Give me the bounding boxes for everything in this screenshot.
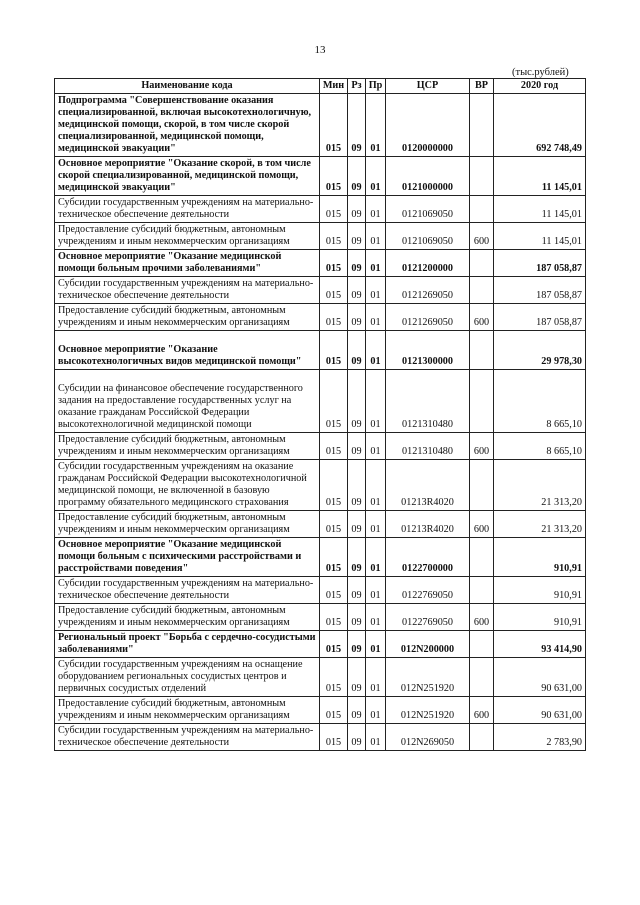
table-row: [55, 577, 586, 604]
row-csr: 012N269050: [386, 724, 470, 751]
row-min: 015: [320, 577, 348, 604]
row-vr: [470, 577, 494, 604]
row-min: 015: [320, 370, 348, 433]
row-name: Основное мероприятие "Оказание медицинской помощи больным прочими заболеваниями": [55, 250, 320, 277]
row-rz: 09: [348, 577, 366, 604]
row-csr: 012N200000: [386, 631, 470, 658]
row-min: 015: [320, 223, 348, 250]
row-vr: [470, 631, 494, 658]
row-csr: 01213R4020: [386, 511, 470, 538]
row-rz: 09: [348, 304, 366, 331]
row-vr: [470, 250, 494, 277]
row-min: 015: [320, 433, 348, 460]
row-min: 015: [320, 157, 348, 196]
table-row: [55, 538, 586, 577]
row-sum: 11 145,01: [494, 196, 586, 223]
row-sum: 21 313,20: [494, 511, 586, 538]
header-name: Наименование кода: [55, 79, 320, 94]
row-pr: 01: [366, 577, 386, 604]
row-min: 015: [320, 511, 348, 538]
row-sum: 187 058,87: [494, 250, 586, 277]
row-name: Предоставление субсидий бюджетным, автономным учреждениям и иным некоммерческим организациям: [55, 433, 320, 460]
row-name: Основное мероприятие "Оказание высокотехнологичных видов медицинской помощи": [55, 331, 320, 370]
row-sum: 910,91: [494, 538, 586, 577]
row-rz: 09: [348, 277, 366, 304]
row-csr: 01213R4020: [386, 460, 470, 511]
row-rz: 09: [348, 433, 366, 460]
row-pr: 01: [366, 604, 386, 631]
row-csr: 0122769050: [386, 604, 470, 631]
row-pr: 01: [366, 94, 386, 157]
row-rz: 09: [348, 94, 366, 157]
table-row: [55, 223, 586, 250]
row-name: Субсидии государственным учреждениям на оказание гражданам Российской Федерации высокотехнологичной медицинской помощи, не включенной в базовую программу обязательного медицинского страхования: [55, 460, 320, 511]
row-sum: 910,91: [494, 604, 586, 631]
row-pr: 01: [366, 724, 386, 751]
row-sum: 8 665,10: [494, 370, 586, 433]
row-sum: 11 145,01: [494, 223, 586, 250]
row-name: Подпрограмма "Совершенствование оказания специализированной, включая высокотехнологичную, медицинской помощи, скорой, в том числе скорой специализированной, медицинской помощи, медицинской эвакуации": [55, 94, 320, 157]
table-body: [55, 94, 586, 751]
table-header: [55, 79, 586, 94]
table-row: [55, 697, 586, 724]
row-min: 015: [320, 196, 348, 223]
row-rz: 09: [348, 331, 366, 370]
row-pr: 01: [366, 433, 386, 460]
table-row: [55, 433, 586, 460]
row-vr: 600: [470, 304, 494, 331]
table-row: [55, 277, 586, 304]
row-rz: 09: [348, 250, 366, 277]
table-row: [55, 94, 586, 157]
row-vr: 600: [470, 223, 494, 250]
row-sum: 8 665,10: [494, 433, 586, 460]
row-name: Субсидии государственным учреждениям на оснащение оборудованием региональных сосудистых центров и первичных сосудистых отделений: [55, 658, 320, 697]
row-rz: 09: [348, 658, 366, 697]
row-csr: 0122769050: [386, 577, 470, 604]
row-pr: 01: [366, 304, 386, 331]
row-sum: 910,91: [494, 577, 586, 604]
row-rz: 09: [348, 196, 366, 223]
row-name: Субсидии государственным учреждениям на материально-техническое обеспечение деятельности: [55, 724, 320, 751]
table-row: [55, 304, 586, 331]
row-name: Субсидии на финансовое обеспечение государственного задания на предоставление государственных услуг на оказание гражданам Российской Федерации высокотехнологичной медицинской помощи: [55, 370, 320, 433]
row-pr: 01: [366, 460, 386, 511]
row-min: 015: [320, 94, 348, 157]
row-vr: 600: [470, 697, 494, 724]
row-rz: 09: [348, 631, 366, 658]
row-csr: 012N251920: [386, 697, 470, 724]
row-name: Предоставление субсидий бюджетным, автономным учреждениям и иным некоммерческим организациям: [55, 304, 320, 331]
row-sum: 2 783,90: [494, 724, 586, 751]
row-vr: [470, 196, 494, 223]
row-sum: 93 414,90: [494, 631, 586, 658]
row-pr: 01: [366, 223, 386, 250]
row-pr: 01: [366, 250, 386, 277]
row-vr: [470, 724, 494, 751]
row-csr: 0121200000: [386, 250, 470, 277]
row-vr: [470, 331, 494, 370]
row-csr: 0121269050: [386, 277, 470, 304]
row-pr: 01: [366, 538, 386, 577]
row-min: 015: [320, 724, 348, 751]
table-row: [55, 331, 586, 370]
row-vr: [470, 94, 494, 157]
row-sum: 21 313,20: [494, 460, 586, 511]
row-min: 015: [320, 538, 348, 577]
row-name: Субсидии государственным учреждениям на материально-техническое обеспечение деятельности: [55, 577, 320, 604]
row-name: Предоставление субсидий бюджетным, автономным учреждениям и иным некоммерческим организациям: [55, 223, 320, 250]
row-csr: 0120000000: [386, 94, 470, 157]
row-pr: 01: [366, 370, 386, 433]
header-pr: Пр: [366, 79, 386, 94]
row-csr: 0121269050: [386, 304, 470, 331]
row-min: 015: [320, 460, 348, 511]
table-row: [55, 157, 586, 196]
table-row: [55, 724, 586, 751]
units-label: (тыс.рублей): [512, 67, 569, 78]
row-name: Основное мероприятие "Оказание скорой, в том числе скорой специализированной, медицинской помощи, медицинской эвакуации": [55, 157, 320, 196]
row-vr: 600: [470, 511, 494, 538]
row-vr: [470, 538, 494, 577]
row-rz: 09: [348, 511, 366, 538]
row-min: 015: [320, 604, 348, 631]
row-pr: 01: [366, 331, 386, 370]
row-vr: 600: [470, 604, 494, 631]
table-row: [55, 631, 586, 658]
header-year: 2020 год: [494, 79, 586, 94]
row-min: 015: [320, 658, 348, 697]
row-min: 015: [320, 697, 348, 724]
row-min: 015: [320, 331, 348, 370]
row-name: Субсидии государственным учреждениям на материально-техническое обеспечение деятельности: [55, 277, 320, 304]
header-vr: ВР: [470, 79, 494, 94]
table-row: [55, 196, 586, 223]
table-row: [55, 511, 586, 538]
row-sum: 90 631,00: [494, 697, 586, 724]
table-row: [55, 460, 586, 511]
row-vr: [470, 460, 494, 511]
row-rz: 09: [348, 460, 366, 511]
row-pr: 01: [366, 631, 386, 658]
table-row: [55, 370, 586, 433]
row-min: 015: [320, 631, 348, 658]
row-csr: 0121069050: [386, 223, 470, 250]
row-pr: 01: [366, 511, 386, 538]
page-number: 13: [314, 44, 326, 56]
table-row: [55, 658, 586, 697]
row-vr: [470, 370, 494, 433]
row-rz: 09: [348, 604, 366, 631]
row-csr: 0121310480: [386, 370, 470, 433]
table-row: [55, 250, 586, 277]
row-csr: 0121300000: [386, 331, 470, 370]
header-min: Мин: [320, 79, 348, 94]
row-pr: 01: [366, 658, 386, 697]
row-rz: 09: [348, 724, 366, 751]
row-name: Предоставление субсидий бюджетным, автономным учреждениям и иным некоммерческим организациям: [55, 604, 320, 631]
row-name: Предоставление субсидий бюджетным, автономным учреждениям и иным некоммерческим организациям: [55, 697, 320, 724]
row-sum: 187 058,87: [494, 277, 586, 304]
row-csr: 0122700000: [386, 538, 470, 577]
row-sum: 90 631,00: [494, 658, 586, 697]
row-csr: 0121069050: [386, 196, 470, 223]
table-row: [55, 604, 586, 631]
row-rz: 09: [348, 223, 366, 250]
row-name: Основное мероприятие "Оказание медицинской помощи больным с психическими расстройствами и расстройствами поведения": [55, 538, 320, 577]
row-vr: [470, 157, 494, 196]
row-pr: 01: [366, 697, 386, 724]
row-rz: 09: [348, 697, 366, 724]
row-min: 015: [320, 304, 348, 331]
row-sum: 11 145,01: [494, 157, 586, 196]
row-pr: 01: [366, 157, 386, 196]
row-csr: 0121310480: [386, 433, 470, 460]
row-rz: 09: [348, 370, 366, 433]
row-rz: 09: [348, 157, 366, 196]
row-name: Предоставление субсидий бюджетным, автономным учреждениям и иным некоммерческим организациям: [55, 511, 320, 538]
row-csr: 012N251920: [386, 658, 470, 697]
row-vr: 600: [470, 433, 494, 460]
row-vr: [470, 658, 494, 697]
row-min: 015: [320, 277, 348, 304]
row-sum: 187 058,87: [494, 304, 586, 331]
budget-table: [54, 78, 586, 751]
row-rz: 09: [348, 538, 366, 577]
row-csr: 0121000000: [386, 157, 470, 196]
row-sum: 29 978,30: [494, 331, 586, 370]
header-csr: ЦСР: [386, 79, 470, 94]
row-pr: 01: [366, 196, 386, 223]
header-rz: Рз: [348, 79, 366, 94]
row-name: Субсидии государственным учреждениям на материально-техническое обеспечение деятельности: [55, 196, 320, 223]
row-name: Региональный проект "Борьба с сердечно-сосудистыми заболеваниями": [55, 631, 320, 658]
row-sum: 692 748,49: [494, 94, 586, 157]
row-min: 015: [320, 250, 348, 277]
row-vr: [470, 277, 494, 304]
row-pr: 01: [366, 277, 386, 304]
